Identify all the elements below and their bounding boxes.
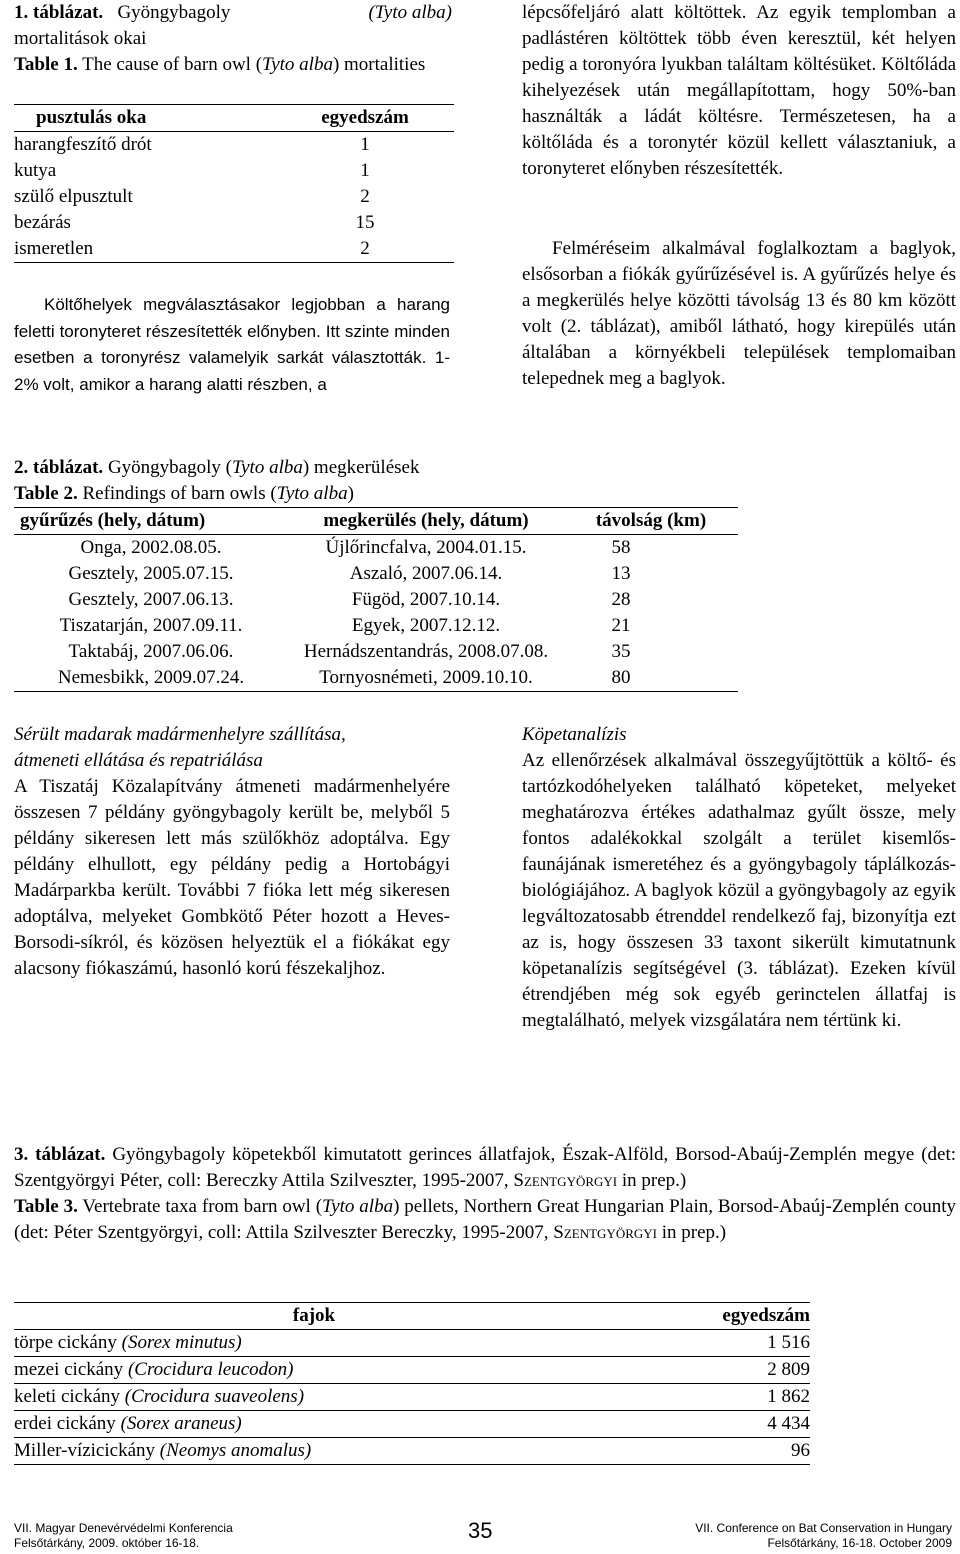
table2-header-refinding: megkerülés (hely, dátum) bbox=[323, 510, 529, 531]
footer-right-line1: VII. Conference on Bat Conservation in Hungary bbox=[695, 1521, 952, 1535]
table2-cell: 80 bbox=[611, 667, 631, 688]
table2-cell: 28 bbox=[611, 589, 631, 610]
table1-caption-hu-rest: mortalitások okai bbox=[14, 28, 147, 49]
table3-header-species: fajok bbox=[292, 1305, 336, 1326]
table1-cell: kutya bbox=[14, 160, 57, 181]
table2-caption-hu-label: 2. táblázat. bbox=[14, 457, 104, 478]
footer-left-line2: Felsőtárkány, 2009. október 16-18. bbox=[14, 1536, 200, 1550]
table3-caption-hu-a: Gyöngybagoly köpetekből kimutatott gerinces állatfajok, Észak-Alföld, Borsod-Abaúj-Zemplén megye (det: Szentgyörgyi Péter, coll: Bereczky Attila Szilveszter, 1995-2007, bbox=[14, 1144, 957, 1191]
table3-caption bbox=[14, 1142, 956, 1246]
table3 bbox=[14, 1302, 810, 1465]
table3-common-name: erdei cickány bbox=[14, 1413, 116, 1434]
table-row bbox=[14, 587, 738, 613]
table3-common-name: Miller-vízicickány bbox=[14, 1440, 156, 1461]
table2-cell: Tornyosnémeti, 2009.10.10. bbox=[319, 667, 533, 688]
table-row bbox=[14, 158, 454, 184]
table1-caption-en-label: Table 1. bbox=[14, 54, 78, 75]
table-row bbox=[14, 1357, 810, 1384]
footer-right bbox=[695, 1521, 952, 1551]
table2-caption-hu-b: ) megkerülések bbox=[302, 457, 420, 478]
table1-header-cause: pusztulás oka bbox=[36, 107, 147, 128]
pellet-section bbox=[522, 722, 956, 1034]
table2-caption bbox=[14, 455, 734, 507]
table1-cell: harangfeszítő drót bbox=[14, 134, 152, 155]
table3-latin-name: (Neomys anomalus) bbox=[159, 1440, 312, 1461]
table2-cell: Gesztely, 2005.07.15. bbox=[68, 563, 234, 584]
table-row bbox=[14, 1384, 810, 1411]
table2-cell: Egyek, 2007.12.12. bbox=[351, 615, 501, 636]
page-number: 35 bbox=[468, 1518, 493, 1543]
table2-header-ringing: gyűrűzés (hely, dátum) bbox=[20, 510, 206, 531]
table1-caption-en-text: The cause of barn owl ( bbox=[82, 54, 263, 75]
table2-cell: Aszaló, 2007.06.14. bbox=[349, 563, 503, 584]
table-row bbox=[14, 1438, 810, 1465]
table3-caption-en-sc: Szentgyörgyi bbox=[553, 1222, 657, 1243]
table1-cell: 1 bbox=[360, 160, 370, 181]
table3-caption-en-a: Vertebrate taxa from barn owl ( bbox=[82, 1196, 323, 1217]
pellet-heading: Köpetanalízis bbox=[522, 724, 627, 745]
table2-caption-en-label: Table 2. bbox=[14, 483, 78, 504]
table-row bbox=[14, 1330, 810, 1357]
table-row bbox=[14, 236, 454, 263]
table3-latin-name: (Crocidura suaveolens) bbox=[124, 1386, 305, 1407]
table1-caption-en-species: Tyto alba bbox=[262, 54, 333, 75]
table1-header-row bbox=[14, 105, 454, 132]
rescue-body: A Tiszatáj Közalapítvány átmeneti madármenhelyére összesen 7 példány gyöngybagoly került be, melyből 5 példány sikeresen lett más szülőkhöz adoptálva. Egy példány elhullott, egy példány pedig a Hortobágyi Madárparkba került. További 7 fióka lett még sikeresen adoptálva, melyeket Gombkötő Péter hozott a Heves-Borsodi-síkról, és közösen helyeztük el a fiókákat egy alacsony fiókaszámú, hasonló korú fészekaljhoz. bbox=[14, 776, 450, 979]
table3-caption-en-species: Tyto alba bbox=[322, 1196, 394, 1217]
table-row bbox=[14, 561, 738, 587]
table3-latin-name: (Sorex minutus) bbox=[121, 1332, 242, 1353]
table3-species-cell bbox=[14, 1411, 614, 1438]
table2-caption-en-b: ) bbox=[347, 483, 354, 504]
footer-right-line2: Felsőtárkány, 16-18. October 2009 bbox=[767, 1536, 952, 1550]
table1-cell: ismeretlen bbox=[14, 238, 94, 259]
table1-caption bbox=[14, 0, 452, 78]
footer-left-line1: VII. Magyar Denevérvédelmi Konferencia bbox=[14, 1521, 233, 1535]
right-paragraph-nesting: lépcsőfeljáró alatt költöttek. Az egyik templomban a padlástéren költöttek több éven keresztül, két helyen pedig a toronyóra lyukban találtam költésüket. Költőláda kihelyezések után megállapítottam, hogy 50%-ban használták a ládát költésre. Természetesen, ha a költőláda és a toronytér közül kellett választaniuk, a toronyteret előnyben részesítették. bbox=[522, 2, 956, 179]
table3-caption-hu-sc: Szentgyörgyi bbox=[513, 1170, 618, 1191]
table3-caption-en-c: in prep.) bbox=[656, 1222, 727, 1243]
right-paragraph-ringing: Felméréseim alkalmával foglalkoztam a baglyok, elsősorban a fiókák gyűrűzésével is. A gyűrűzés helye és a megkerülés helye közötti távolság 13 és 80 km között volt (2. táblázat), amiből látható, hogy kirepülés után általában a környékbeli települések templomaiban telepednek meg a baglyok. bbox=[522, 238, 956, 389]
rescue-section bbox=[14, 722, 450, 982]
table-row bbox=[14, 639, 738, 665]
table3-species-cell bbox=[14, 1330, 614, 1357]
table3-caption-en-b: ) pellets, Northern Great Hungarian Plain, Borsod-Abaúj-Zemplén county (det: Péter Szentgyörgyi, coll: Attila Szilveszter Bereczky, 1995-2007, bbox=[14, 1196, 956, 1243]
table-row bbox=[14, 210, 454, 236]
table2-caption-hu-species: Tyto alba bbox=[231, 457, 303, 478]
table1-cell: szülő elpusztult bbox=[14, 186, 133, 207]
table1-cell: 2 bbox=[360, 186, 370, 207]
table2-caption-en-species: Tyto alba bbox=[276, 483, 348, 504]
table3-species-cell bbox=[14, 1357, 614, 1384]
table1-caption-hu-species: (Tyto alba) bbox=[368, 2, 452, 23]
table1-caption-hu-text: Gyöngybagoly bbox=[117, 2, 231, 23]
table2 bbox=[14, 507, 738, 692]
table2-cell: 13 bbox=[611, 563, 631, 584]
table3-count-cell: 2 809 bbox=[767, 1359, 810, 1380]
table3-common-name: törpe cickány bbox=[14, 1332, 117, 1353]
table1-cell: bezárás bbox=[14, 212, 71, 233]
table3-species-cell bbox=[14, 1384, 614, 1411]
rescue-heading-line1: Sérült madarak madármenhelyre szállítása, bbox=[14, 724, 346, 745]
table-row bbox=[14, 613, 738, 639]
table3-latin-name: (Sorex araneus) bbox=[120, 1413, 242, 1434]
table3-common-name: keleti cickány bbox=[14, 1386, 121, 1407]
table2-cell: 58 bbox=[611, 537, 631, 558]
table3-header-row bbox=[14, 1303, 810, 1330]
table2-cell: Tiszatarján, 2007.09.11. bbox=[59, 615, 243, 636]
rescue-heading-line2: átmeneti ellátása és repatriálása bbox=[14, 750, 263, 771]
pellet-body: Az ellenőrzések alkalmával összegyűjtöttük a költő- és tartózkodóhelyeken található köpeteket, melyeket meghatározva értékes adathalmaz gyűlt össze, mely fontos adalékokkal szolgált a terület kisemlős-faunájának ismeretéhez és a gyöngybagoly táplálkozás-biológiájához. A baglyok közül a gyöngybagoly az egyik legváltozatosabb étrenddel rendelkező faj, bizonyítja ezt az is, hogy összesen 33 taxont sikerült kimutatnunk köpetanalízis segítségével (3. táblázat). Ezeken kívül étrendjében még sok egyéb gerinctelen állatfaj is megtalálható, melyek vizsgálatára nem tértünk ki. bbox=[522, 750, 956, 1031]
table3-caption-hu-label: 3. táblázat. bbox=[14, 1144, 106, 1165]
table2-cell: 35 bbox=[611, 641, 631, 662]
table-row bbox=[14, 665, 738, 692]
table3-count-cell: 96 bbox=[791, 1440, 810, 1461]
table1-cell: 2 bbox=[360, 238, 370, 259]
table-row bbox=[14, 535, 738, 562]
table1-caption-hu-label: 1. táblázat. bbox=[14, 2, 104, 23]
table2-header-distance: távolság (km) bbox=[595, 510, 707, 531]
table3-caption-en-label: Table 3. bbox=[14, 1196, 78, 1217]
table2-cell: Fügöd, 2007.10.14. bbox=[351, 589, 501, 610]
table1 bbox=[14, 104, 454, 263]
table3-species-cell bbox=[14, 1438, 614, 1465]
table2-cell: 21 bbox=[611, 615, 631, 636]
table2-cell: Gesztely, 2007.06.13. bbox=[68, 589, 234, 610]
table1-header-count: egyedszám bbox=[321, 107, 409, 128]
table2-header-row bbox=[14, 508, 738, 535]
table3-caption-hu-b: in prep.) bbox=[617, 1170, 687, 1191]
table2-cell: Hernádszentandrás, 2008.07.08. bbox=[303, 641, 549, 662]
table-row bbox=[14, 1411, 810, 1438]
table3-count-cell: 1 516 bbox=[767, 1332, 810, 1353]
table2-caption-en-a: Refindings of barn owls ( bbox=[82, 483, 277, 504]
left-paragraph-nesting: Költőhelyek megválasztásakor legjobban a harang feletti toronyteret részesítették előnyben. Itt szinte minden esetben a toronyrész valamelyik sarkát választották. 1-2% volt, amikor a harang alatti részben, a bbox=[14, 295, 450, 394]
table2-cell: Taktabáj, 2007.06.06. bbox=[68, 641, 234, 662]
table1-caption-en-rest: ) mortalities bbox=[332, 54, 426, 75]
table1-cell: 15 bbox=[355, 212, 375, 233]
table3-latin-name: (Crocidura leucodon) bbox=[127, 1359, 294, 1380]
table3-header-count: egyedszám bbox=[722, 1305, 810, 1326]
table2-cell: Nemesbikk, 2009.07.24. bbox=[57, 667, 245, 688]
table3-count-cell: 1 862 bbox=[767, 1386, 810, 1407]
table-row bbox=[14, 184, 454, 210]
footer-left bbox=[14, 1521, 233, 1551]
table1-cell: 1 bbox=[360, 134, 370, 155]
table2-cell: Újlőrincfalva, 2004.01.15. bbox=[325, 537, 527, 558]
table2-caption-hu-a: Gyöngybagoly ( bbox=[107, 457, 232, 478]
table3-count-cell: 4 434 bbox=[767, 1413, 810, 1434]
table3-common-name: mezei cickány bbox=[14, 1359, 124, 1380]
table2-cell: Onga, 2002.08.05. bbox=[80, 537, 222, 558]
table-row bbox=[14, 132, 454, 159]
